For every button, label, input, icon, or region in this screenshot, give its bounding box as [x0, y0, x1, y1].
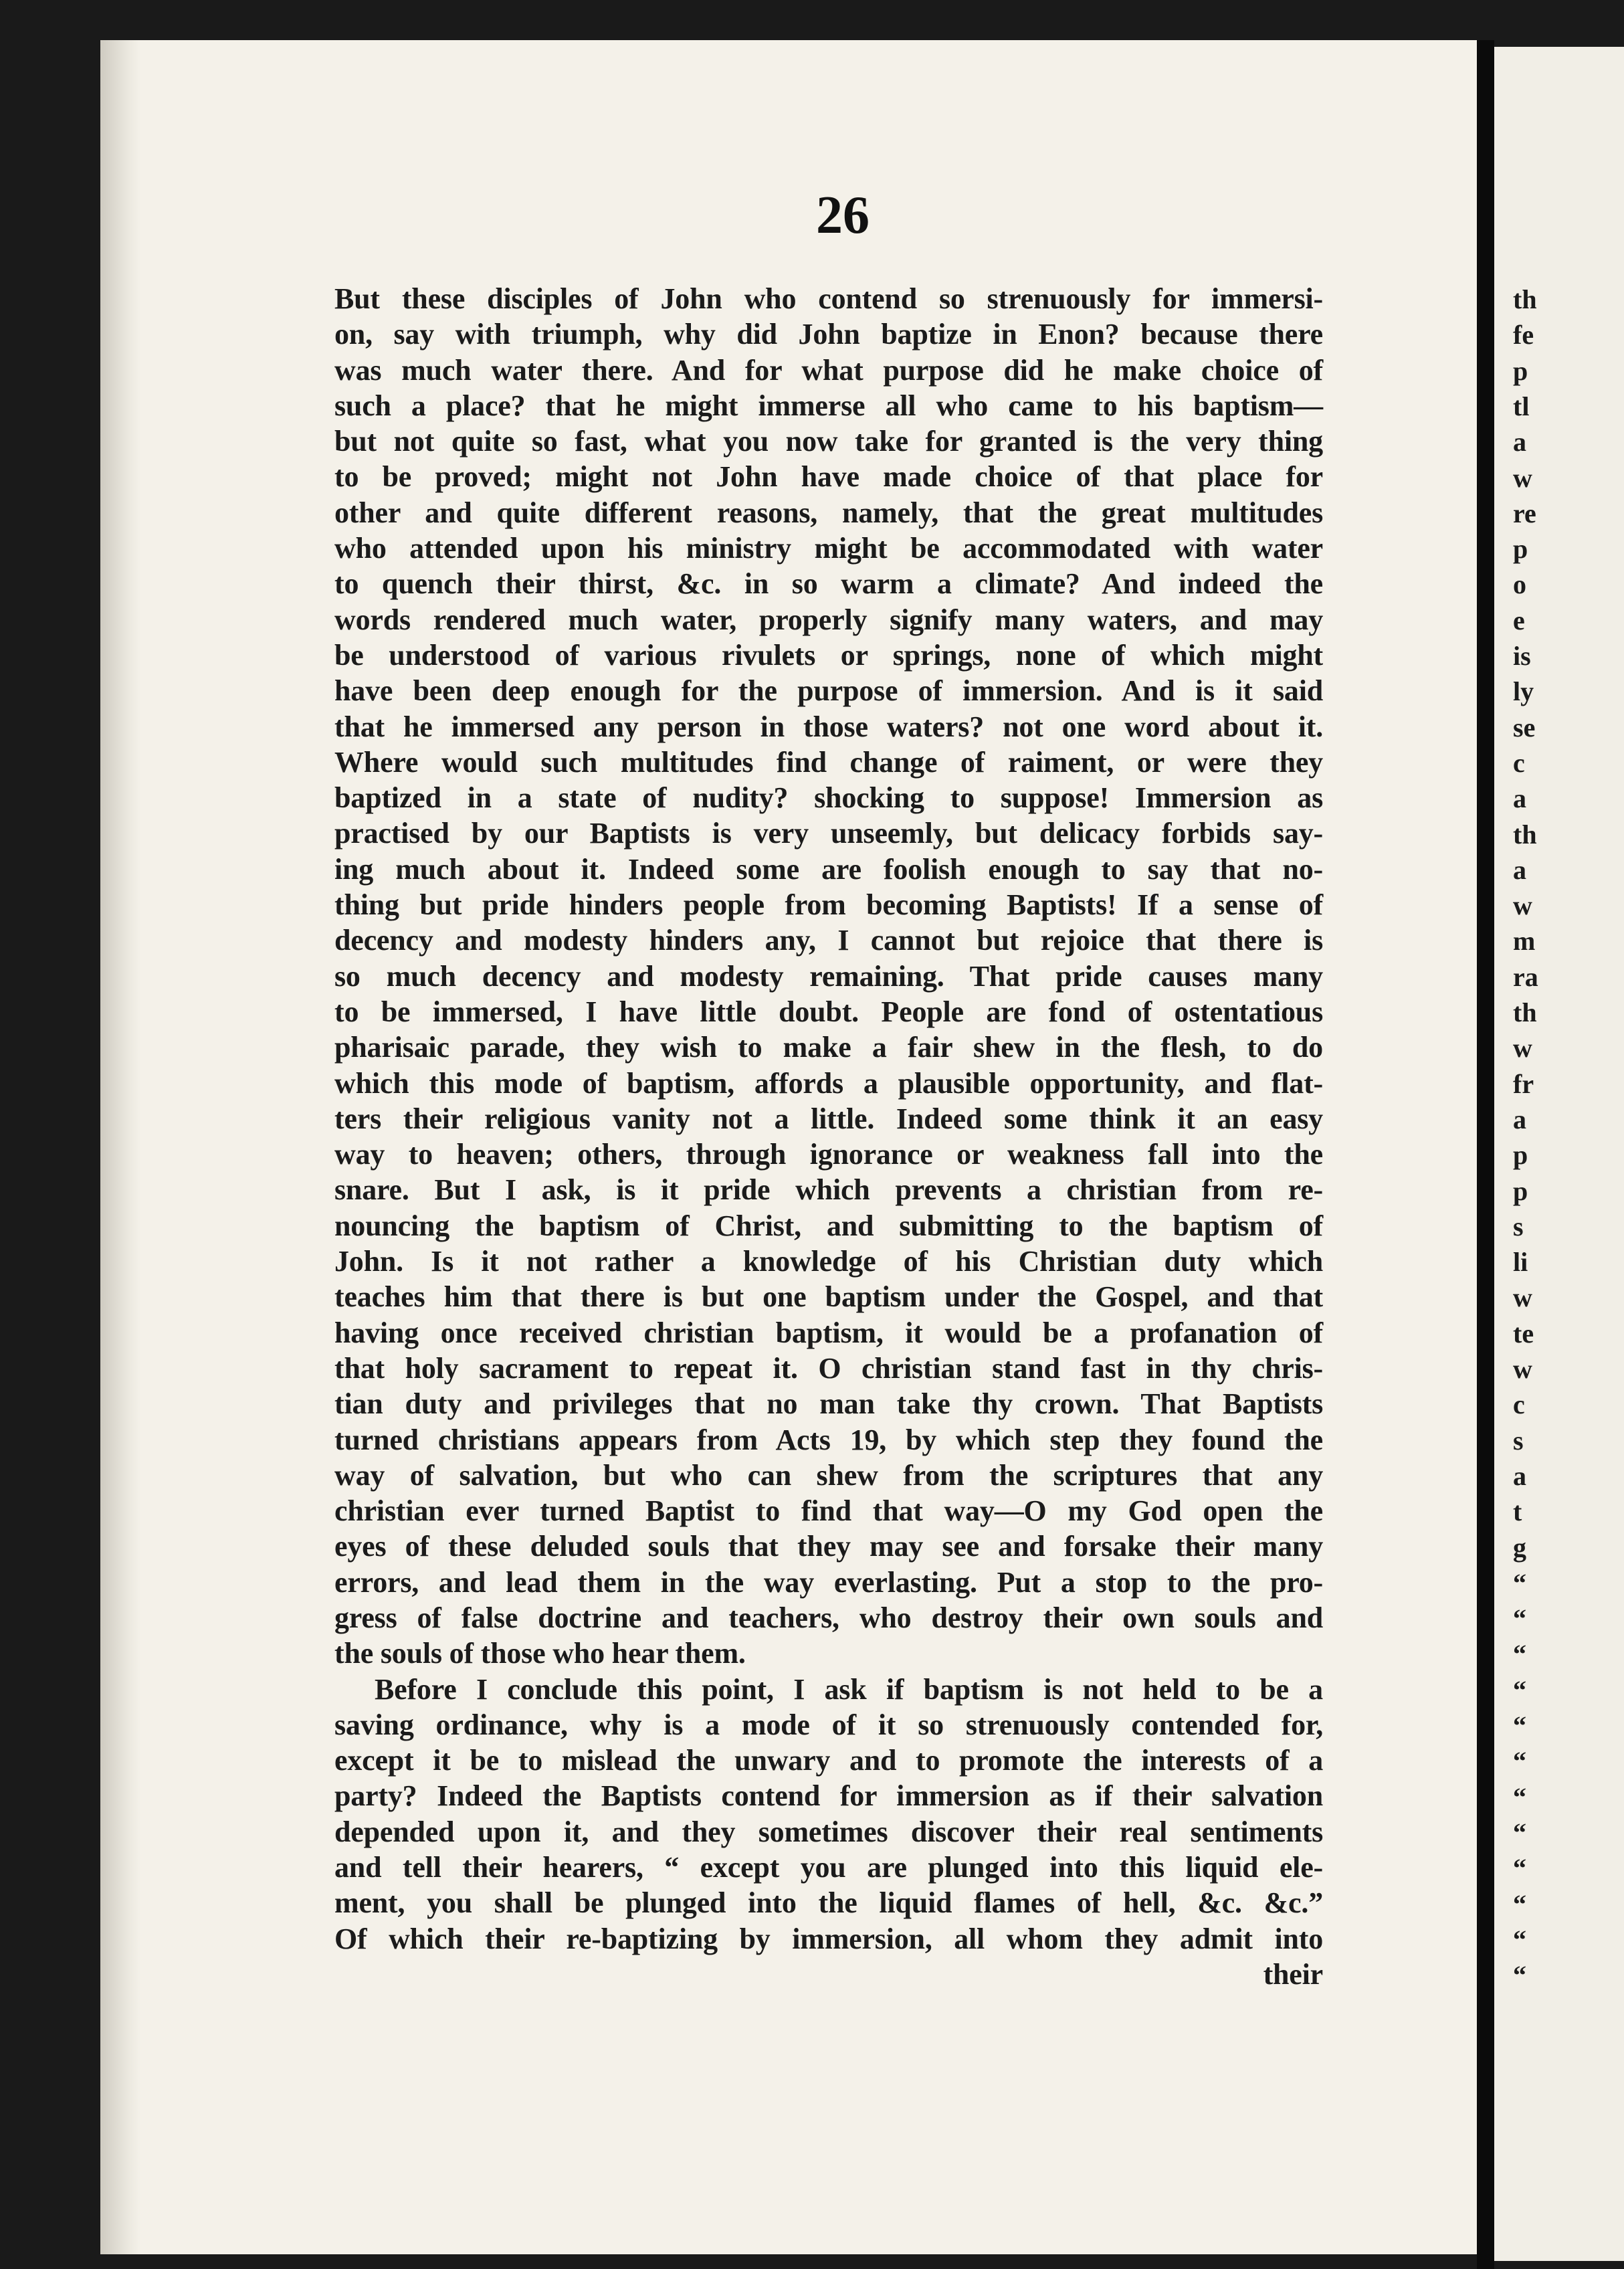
adjacent-text-fragment: re: [1513, 498, 1536, 528]
adjacent-text-fragment: c: [1513, 747, 1525, 778]
adjacent-text-fragment: m: [1513, 926, 1536, 957]
adjacent-text-fragment: “: [1513, 1674, 1526, 1705]
text-line: which this mode of baptism, affords a plausible opportunity, and flat-: [334, 1066, 1323, 1100]
text-line: teaches him that there is but one baptism under the Gospel, and that: [334, 1280, 1323, 1314]
text-line: gress of false doctrine and teachers, who destroy their own souls and: [334, 1601, 1323, 1634]
adjacent-text-fragment: a: [1513, 427, 1526, 458]
adjacent-text-fragment: a: [1513, 1104, 1526, 1134]
adjacent-text-fragment: p: [1513, 355, 1528, 386]
text-line: be understood of various rivulets or springs, none of which might: [334, 638, 1323, 672]
text-line: tian duty and privileges that no man take thy crown. That Baptists: [334, 1387, 1323, 1421]
text-line: christian ever turned Baptist to find that way—O my God open the: [334, 1494, 1323, 1528]
text-line: errors, and lead them in the way everlasting. Put a stop to the pro-: [334, 1565, 1323, 1599]
text-line: depended upon it, and they sometimes discover their real sentiments: [334, 1815, 1323, 1848]
adjacent-text-fragment: w: [1513, 462, 1532, 493]
adjacent-text-fragment: “: [1513, 1888, 1526, 1919]
adjacent-text-fragment: “: [1513, 1853, 1526, 1884]
text-line: John. Is it not rather a knowledge of his Christian duty which: [334, 1245, 1323, 1278]
adjacent-text-fragment: th: [1513, 284, 1537, 314]
adjacent-text-fragment: s: [1513, 1211, 1524, 1242]
adjacent-text-fragment: e: [1513, 605, 1525, 635]
text-line: that he immersed any person in those waters? not one word about it.: [334, 710, 1323, 743]
adjacent-text-fragment: “: [1513, 1960, 1526, 1991]
adjacent-text-fragment: g: [1513, 1532, 1526, 1563]
adjacent-text-fragment: fr: [1513, 1068, 1534, 1099]
text-line: words rendered much water, properly signify many waters, and may: [334, 603, 1323, 636]
adjacent-text-fragment: t: [1513, 1496, 1522, 1527]
text-line: pharisaic parade, they wish to make a fair shew in the flesh, to do: [334, 1031, 1323, 1064]
adjacent-text-fragment: w: [1513, 890, 1532, 921]
text-line: was much water there. And for what purpose did he make choice of: [334, 353, 1323, 387]
body-text: [334, 281, 1323, 1992]
text-line: way to heaven; others, through ignorance or weakness fall into the: [334, 1138, 1323, 1171]
adjacent-text-fragment: “: [1513, 1567, 1526, 1598]
adjacent-text-fragment: “: [1513, 1639, 1526, 1670]
text-line: Before I conclude this point, I ask if baptism is not held to be a: [375, 1672, 1323, 1706]
adjacent-text-fragment: p: [1513, 1175, 1528, 1206]
text-line: Of which their re-baptizing by immersion, all whom they admit into: [334, 1922, 1323, 1955]
text-line: way of salvation, but who can shew from the scriptures that any: [334, 1458, 1323, 1492]
text-line: to be immersed, I have little doubt. People are fond of ostentatious: [334, 995, 1323, 1028]
text-line: turned christians appears from Acts 19, by which step they found the: [334, 1423, 1323, 1456]
text-line: But these disciples of John who contend so strenuously for immersi-: [334, 282, 1323, 315]
text-line: on, say with triumph, why did John baptize in Enon? because there: [334, 318, 1323, 351]
adjacent-text-fragment: “: [1513, 1603, 1526, 1634]
adjacent-text-fragment: w: [1513, 1033, 1532, 1064]
text-line: snare. But I ask, is it pride which prevents a christian from re-: [334, 1173, 1323, 1207]
adjacent-text-fragment: tl: [1513, 391, 1530, 421]
adjacent-text-fragment: o: [1513, 569, 1526, 600]
adjacent-text-fragment: w: [1513, 1282, 1532, 1313]
adjacent-text-fragment: w: [1513, 1354, 1532, 1384]
adjacent-text-fragment: li: [1513, 1247, 1528, 1278]
adjacent-text-fragment: a: [1513, 1460, 1526, 1491]
text-line: to quench their thirst, &c. in so warm a climate? And indeed the: [334, 567, 1323, 601]
text-line: having once received christian baptism, it would be a profanation of: [334, 1316, 1323, 1349]
text-line: their: [1263, 1957, 1323, 1991]
text-line: such a place? that he might immerse all who came to his baptism—: [334, 389, 1323, 422]
text-line: ing much about it. Indeed some are foolish enough to say that no-: [334, 852, 1323, 886]
adjacent-text-fragment: c: [1513, 1389, 1525, 1420]
text-line: who attended upon his ministry might be accommodated with water: [334, 532, 1323, 565]
text-line: the souls of those who hear them.: [334, 1637, 746, 1670]
text-line: other and quite different reasons, namely, that the great multitudes: [334, 496, 1323, 529]
text-line: saving ordinance, why is a mode of it so strenuously contended for,: [334, 1708, 1323, 1741]
adjacent-text-fragment: th: [1513, 997, 1537, 1027]
page-edge: [100, 40, 140, 2254]
text-line: nouncing the baptism of Christ, and submitting to the baptism of: [334, 1209, 1323, 1242]
text-line: but not quite so fast, what you now take for granted is the very thing: [334, 425, 1323, 458]
text-line: to be proved; might not John have made choice of that place for: [334, 460, 1323, 494]
adjacent-text-fragment: p: [1513, 534, 1528, 565]
adjacent-text-fragment: te: [1513, 1318, 1534, 1349]
adjacent-text-fragment: a: [1513, 854, 1526, 885]
page-number: 26: [816, 186, 870, 245]
adjacent-text-fragment: s: [1513, 1425, 1524, 1456]
adjacent-text-fragment: a: [1513, 783, 1526, 814]
page-gutter: [1477, 40, 1494, 2269]
adjacent-text-fragment: “: [1513, 1746, 1526, 1777]
adjacent-text-fragment: ly: [1513, 676, 1534, 707]
adjacent-text-fragment: p: [1513, 1140, 1528, 1171]
text-line: eyes of these deluded souls that they may see and forsake their many: [334, 1530, 1323, 1563]
text-line: baptized in a state of nudity? shocking to suppose! Immersion as: [334, 781, 1323, 815]
adjacent-text-fragment: is: [1513, 641, 1531, 671]
adjacent-text-fragment: “: [1513, 1817, 1526, 1848]
adjacent-text-fragment: fe: [1513, 320, 1534, 351]
text-line: thing but pride hinders people from becoming Baptists! If a sense of: [334, 888, 1323, 922]
text-line: so much decency and modesty remaining. That pride causes many: [334, 959, 1323, 993]
text-line: ters their religious vanity not a little. Indeed some think it an easy: [334, 1102, 1323, 1135]
text-line: that holy sacrament to repeat it. O christian stand fast in thy chris-: [334, 1351, 1323, 1385]
adjacent-text-fragment: se: [1513, 712, 1536, 743]
adjacent-text-fragment: “: [1513, 1924, 1526, 1955]
adjacent-text-fragment: th: [1513, 819, 1537, 850]
text-line: have been deep enough for the purpose of immersion. And is it said: [334, 674, 1323, 708]
text-line: decency and modesty hinders any, I cannot but rejoice that there is: [334, 924, 1323, 957]
text-line: practised by our Baptists is very unseemly, but delicacy forbids say-: [334, 817, 1323, 850]
text-line: except it be to mislead the unwary and to promote the interests of a: [334, 1744, 1323, 1777]
adjacent-text-fragment: “: [1513, 1781, 1526, 1812]
text-line: party? Indeed the Baptists contend for immersion as if their salvation: [334, 1779, 1323, 1813]
adjacent-text-fragment: “: [1513, 1710, 1526, 1741]
text-line: and tell their hearers, “ except you are plunged into this liquid ele-: [334, 1851, 1323, 1884]
adjacent-text-fragment: ra: [1513, 961, 1538, 992]
text-line: Where would such multitudes find change of raiment, or were they: [334, 745, 1323, 779]
text-line: ment, you shall be plunged into the liquid flames of hell, &c. &c.”: [334, 1886, 1323, 1920]
